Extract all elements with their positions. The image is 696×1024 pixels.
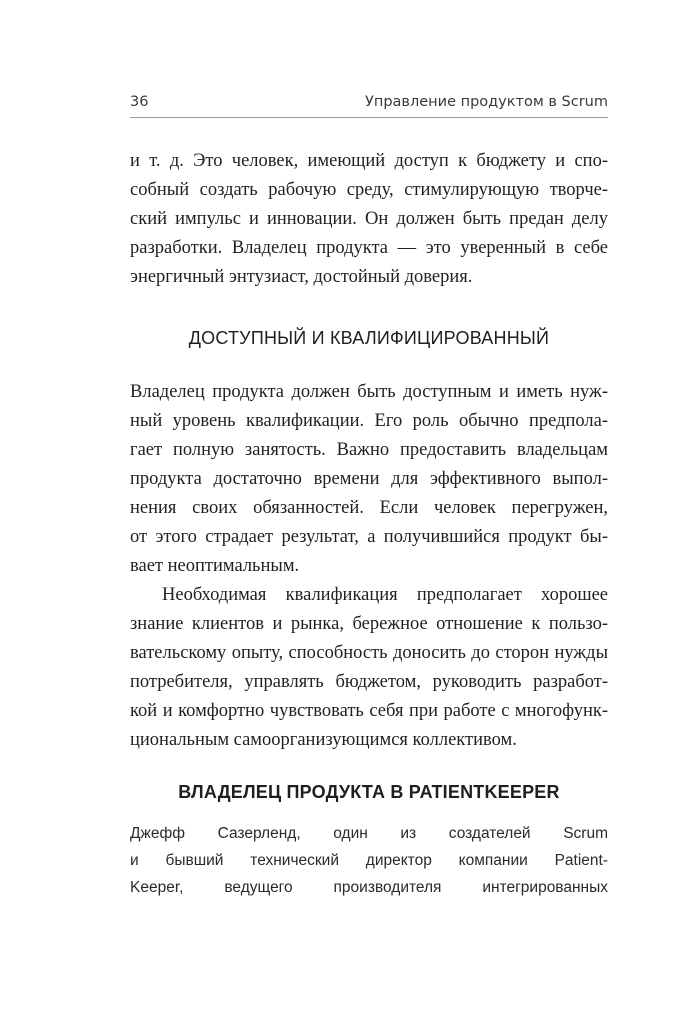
paragraph-line: разработки. Владелец продукта — это уверенный в себе [130,238,608,258]
paragraph-line: собный создать рабочую среду, стимулирующую творче- [130,180,608,200]
paragraph-line: вательскому опыту, способность доносить до сторон нужды [130,643,608,663]
sidebar-line: Keeper, ведущего производителя интегрированных [130,879,608,896]
paragraph-line: знание клиентов и рынка, бережное отношение к пользо- [130,614,608,634]
sidebar-line: Джефф Сазерленд, один из создателей Scrum [130,825,608,842]
paragraph-line: Необходимая квалификация предполагает хорошее [162,585,608,605]
paragraph-line: вает неоптимальным. [130,556,300,576]
paragraph-line: циональным самоорганизующимся коллективом. [130,730,517,750]
paragraph-line: кой и комфортно чувствовать себя при работе с многофунк- [130,701,608,721]
sidebar-line: и бывший технический директор компании Patient- [130,852,608,869]
page-number: 36 [130,94,149,110]
paragraph-line: от этого страдает результат, а получившийся продукт бы- [130,527,608,547]
paragraph-line: нения своих обязанностей. Если человек перегружен, [130,498,608,518]
paragraph-line: Владелец продукта должен быть доступным и иметь нуж- [130,382,608,402]
paragraph-line: энергичный энтузиаст, достойный доверия. [130,267,473,287]
header-rule [130,117,608,118]
paragraph-line: ный уровень квалификации. Его роль обычно предпола- [130,411,608,431]
paragraph-line: гает полную занятость. Важно предоставить владельцам [130,440,608,460]
paragraph-line: продукта достаточно времени для эффективного выпол- [130,469,608,489]
section-heading: ДОСТУПНЫЙ И КВАЛИФИЦИРОВАННЫЙ [188,328,550,348]
running-header [130,94,608,118]
section-heading: ВЛАДЕЛЕЦ ПРОДУКТА В PATIENTKEEPER [178,782,560,802]
paragraph-line: потребителя, управлять бюджетом, руководить разработ- [130,672,608,692]
paragraph-line: и т. д. Это человек, имеющий доступ к бюджету и спо- [130,151,608,171]
paragraph-line: ский импульс и инновации. Он должен быть предан делу [130,209,608,229]
running-title: Управление продуктом в Scrum [365,94,608,110]
